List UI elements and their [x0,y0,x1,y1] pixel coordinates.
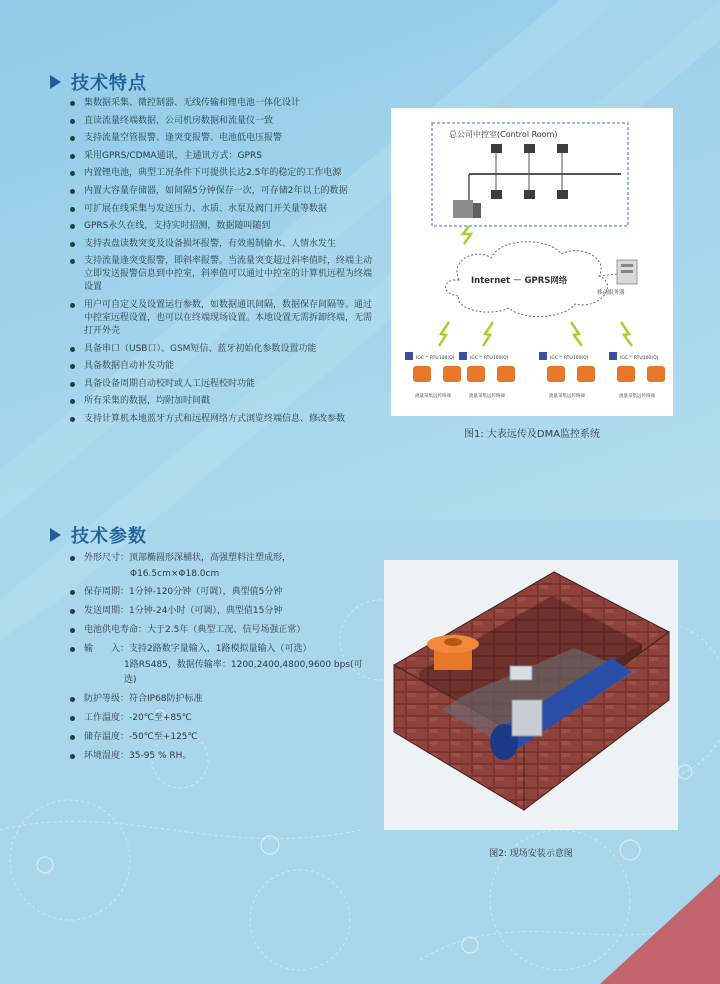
figure-2-caption: 图2: 现场安装示意图 [489,849,573,859]
rtu-device-icon [413,366,431,382]
rtu-device-icon [427,635,479,670]
parameter-item [68,623,368,639]
rtu-terminal [405,352,461,399]
feature-item: 所有采集的数据，均附加时间戳 [68,395,378,408]
feature-item: 可扩展在线采集与发送压力、水质、水泵及阀门开关量等数据 [68,203,378,216]
rtu-chip-icon [405,352,413,360]
feature-item: 直读流量终端数据，公司机房数据和流量仪一致 [68,115,378,128]
feature-item: GPRS永久在线，支持实时招测，数据随叫随到 [68,220,378,233]
triangle-bullet-icon [50,528,61,542]
wireless-links [439,322,632,346]
feature-item: 用户可自定义及设置运行参数，如数据通讯间隔，数据保存间隔等。通过中控室远程设置，也可以在终端现场设置。本地设置无需拆卸终端，无需打开外壳 [68,299,378,338]
parameter-item [68,730,368,746]
feature-item: 具备串口（USB口）、GSM短信、蓝牙初始化参数设置功能 [68,343,378,356]
figure-1-caption: 图1: 大表远传及DMA监控系统 [463,429,601,440]
parameter-continuation: 1路RS485，数据传输率：1200,2400,4800,9600 bps(可选) [124,659,363,686]
parameter-item [68,585,368,601]
rtu-label: IGC™ RTU100(Q) [550,356,589,361]
feature-item: 支持表盘读数突变及设备损坏报警，有效遏制偷水、人情水发生 [68,238,378,251]
triangle-bullet-icon [50,75,61,89]
parameter-text: 防护等级：符合IP68防护标准 [84,693,203,704]
rtu-chip-icon [609,352,617,360]
feature-item: 集数据采集、微控制器、无线传输和锂电池一体化设计 [68,97,378,110]
rtu-label: IGC™ RTU100(Q) [620,356,659,361]
parameter-text: 外形尺寸：顶部椭圆形深桶状，高强塑料注塑成形， [84,553,292,563]
server-icon [453,200,481,218]
section-title-features [50,69,147,95]
parameter-item [68,749,368,765]
parameter-text: 储存温度：-50℃至+125℃ [84,731,198,742]
rtu-terminals [405,352,665,399]
system-diagram-svg [391,108,673,416]
rtu-device-icon [547,366,565,382]
parameter-continuation: Φ16.5cm×Φ18.0cm [130,568,220,579]
rtu-device-icon [617,366,635,382]
parameter-text: 输 入：支持2路数字量输入，1路模拟量输入（可选） [84,644,312,655]
wireless-signal-icon [463,226,471,244]
rtu-device-icon [443,366,461,382]
installation-illustration [384,560,678,830]
feature-item: 内置大容量存储器，如间隔5分钟保存一次，可存储2年以上的数据 [68,185,378,198]
mobile-server-label: 移动服务器 [597,290,625,296]
rtu-label: IGC™ RTU100(Q) [416,356,455,361]
terminal-label: 流量采集远传终端 [619,394,655,399]
mobile-server-icon [617,260,637,284]
feature-item: 支持计算机本地蓝牙方式和远程网络方式浏览终端信息、修改参数 [68,413,378,426]
features-list [68,97,378,431]
parameters-list [68,551,368,768]
parameters-heading: 技术参数 [71,526,147,547]
cloud-label: Internet － GPRS网络 [471,276,568,286]
rtu-device-icon [497,366,515,382]
section-title-parameters [50,522,147,548]
parameter-item [68,551,368,582]
rtu-device-icon [467,366,485,382]
terminal-label: 流量采集远传终端 [469,394,505,399]
rtu-chip-icon [539,352,547,360]
feature-item: 采用GPRS/CDMA通讯，主通讯方式：GPRS [68,150,378,163]
figure-2-installation [384,560,678,830]
figure-1-system-diagram [391,108,673,416]
feature-item: 支持流量空管报警、逢突变报警、电池低电压报警 [68,132,378,145]
parameter-item [68,604,368,620]
parameter-text: 发送周期：1分钟-24小时（可调），典型值15分钟 [84,606,283,617]
parameter-text: 环境湿度：35-95 % RH。 [84,750,192,761]
control-room-label: 总公司中控室(Control Room) [449,130,558,139]
rtu-terminal [539,352,595,399]
parameter-text: 保存周期：1分钟-120分钟（可调），典型值5分钟 [84,587,283,598]
rtu-terminal [609,352,665,399]
rtu-label: IGC™ RTU100(Q) [470,356,509,361]
feature-item: 具备设备周期自动校时或人工远程校时功能 [68,378,378,391]
parameter-item [68,692,368,708]
feature-item: 具备数据自动补发功能 [68,360,378,373]
rtu-chip-icon [459,352,467,360]
parameter-text: 电池供电寿命：大于2.5年（典型工况、信号场强正常） [84,625,306,636]
rtu-terminal [459,352,515,399]
workstations [491,144,568,199]
corner-accent [600,874,720,984]
rtu-device-icon [577,366,595,382]
parameter-text: 工作温度：-20℃至+85℃ [84,712,192,723]
feature-item: 支持流量逢突变报警，即斜率报警。当流量突变超过斜率值时，终端主动立即发送报警信息到中控室，斜率值可以通过中控室的计算机远程为终端设置 [68,255,378,294]
terminal-label: 流量采集远传终端 [549,394,585,399]
parameter-item [68,711,368,727]
feature-item: 内置锂电池，典型工况条件下可提供长达2.5年的稳定的工作电源 [68,167,378,180]
parameter-item [68,642,368,689]
rtu-device-icon [647,366,665,382]
terminal-label: 流量采集远传终端 [415,394,451,399]
features-heading: 技术特点 [71,73,147,94]
